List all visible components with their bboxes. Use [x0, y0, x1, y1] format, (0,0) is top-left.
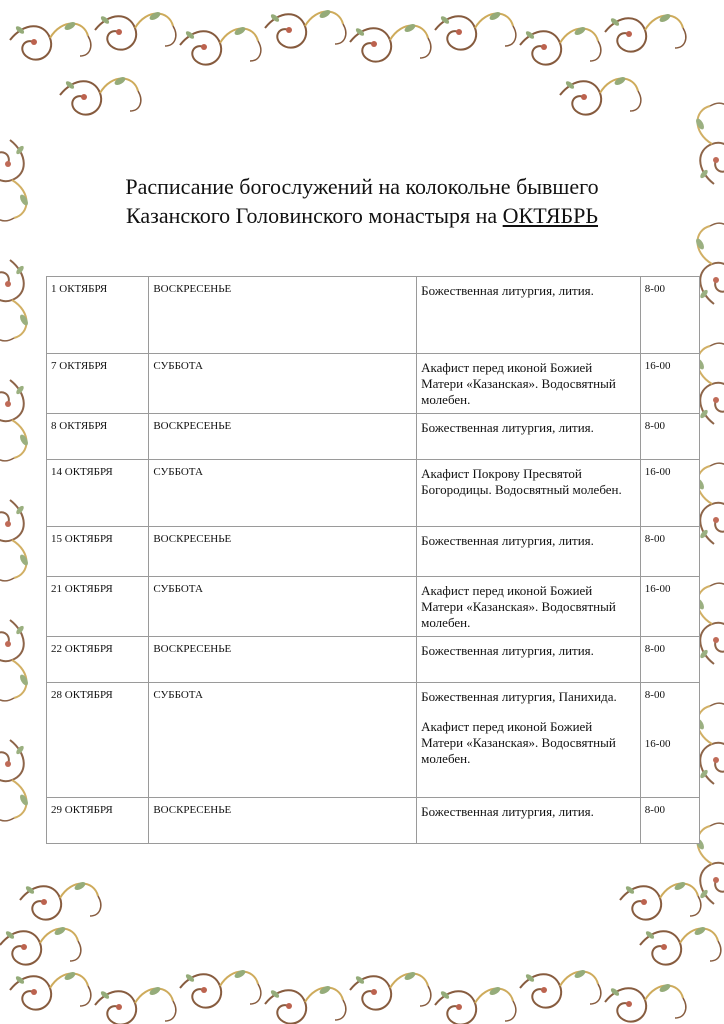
time-text: 16-00	[644, 738, 671, 750]
schedule-table	[46, 276, 700, 844]
weekday-cell: ВОСКРЕСЕНЬЕ	[149, 527, 417, 577]
time-text: 8-00	[644, 283, 665, 295]
weekday-cell: СУББОТА	[149, 460, 417, 527]
table-row	[47, 637, 700, 683]
service-cell	[417, 577, 641, 637]
date-cell: 29 ОКТЯБРЯ	[47, 798, 149, 844]
weekday-cell: ВОСКРЕСЕНЬЕ	[149, 414, 417, 460]
title-line-2	[60, 201, 664, 230]
time-text: 16-00	[644, 360, 671, 372]
date-cell: 7 ОКТЯБРЯ	[47, 354, 149, 414]
time-cell	[640, 683, 699, 798]
weekday-cell: ВОСКРЕСЕНЬЕ	[149, 798, 417, 844]
service-cell	[417, 527, 641, 577]
table-row	[47, 277, 700, 354]
service-text: Божественная литургия, лития.	[421, 420, 594, 435]
date-cell: 28 ОКТЯБРЯ	[47, 683, 149, 798]
service-text: Божественная литургия, лития.	[421, 533, 594, 548]
service-text: Акафист Покрову Пресвятой Богородицы. Водосвятный молебен.	[421, 466, 622, 497]
time-cell	[640, 354, 699, 414]
time-cell	[640, 277, 699, 354]
time-text: 8-00	[644, 533, 665, 545]
title-line-2-prefix: Казанского Головинского монастыря на	[125, 203, 503, 228]
service-text: Божественная литургия, лития.	[421, 643, 594, 658]
weekday-cell: СУББОТА	[149, 354, 417, 414]
time-cell	[640, 460, 699, 527]
time-text: 8-00	[644, 689, 665, 701]
title-month: ОКТЯБРЬ	[502, 203, 599, 228]
date-cell: 22 ОКТЯБРЯ	[47, 637, 149, 683]
service-text: Божественная литургия, лития.	[421, 804, 594, 819]
service-cell	[417, 683, 641, 798]
service-cell	[417, 637, 641, 683]
service-cell	[417, 414, 641, 460]
table-row	[47, 577, 700, 637]
table-row	[47, 527, 700, 577]
time-cell	[640, 798, 699, 844]
date-cell: 1 ОКТЯБРЯ	[47, 277, 149, 354]
date-cell: 8 ОКТЯБРЯ	[47, 414, 149, 460]
service-text: Акафист перед иконой Божией Матери «Казанская». Водосвятный молебен.	[421, 360, 616, 407]
weekday-cell: ВОСКРЕСЕНЬЕ	[149, 277, 417, 354]
time-cell	[640, 414, 699, 460]
service-text: Акафист перед иконой Божией Матери «Казанская». Водосвятный молебен.	[421, 719, 616, 766]
table-row	[47, 354, 700, 414]
service-text: Божественная литургия, лития.	[421, 283, 594, 298]
table-row	[47, 798, 700, 844]
time-cell	[640, 637, 699, 683]
time-text: 8-00	[644, 420, 665, 432]
service-cell	[417, 798, 641, 844]
time-cell	[640, 527, 699, 577]
page-title	[60, 172, 664, 230]
table-row	[47, 460, 700, 527]
service-cell	[417, 460, 641, 527]
schedule-body	[47, 277, 700, 844]
time-text: 16-00	[644, 583, 671, 595]
date-cell: 21 ОКТЯБРЯ	[47, 577, 149, 637]
date-cell: 15 ОКТЯБРЯ	[47, 527, 149, 577]
time-text: 8-00	[644, 804, 665, 816]
time-text: 16-00	[644, 466, 671, 478]
weekday-cell: ВОСКРЕСЕНЬЕ	[149, 637, 417, 683]
title-line-1: Расписание богослужений на колокольне бывшего	[125, 174, 599, 199]
weekday-cell: СУББОТА	[149, 577, 417, 637]
service-text: Божественная литургия, Панихида.	[421, 689, 617, 704]
table-row	[47, 414, 700, 460]
service-text: Акафист перед иконой Божией Матери «Казанская». Водосвятный молебен.	[421, 583, 616, 630]
service-cell	[417, 354, 641, 414]
time-cell	[640, 577, 699, 637]
date-cell: 14 ОКТЯБРЯ	[47, 460, 149, 527]
time-text: 8-00	[644, 643, 665, 655]
weekday-cell: СУББОТА	[149, 683, 417, 798]
service-cell	[417, 277, 641, 354]
table-row	[47, 683, 700, 798]
